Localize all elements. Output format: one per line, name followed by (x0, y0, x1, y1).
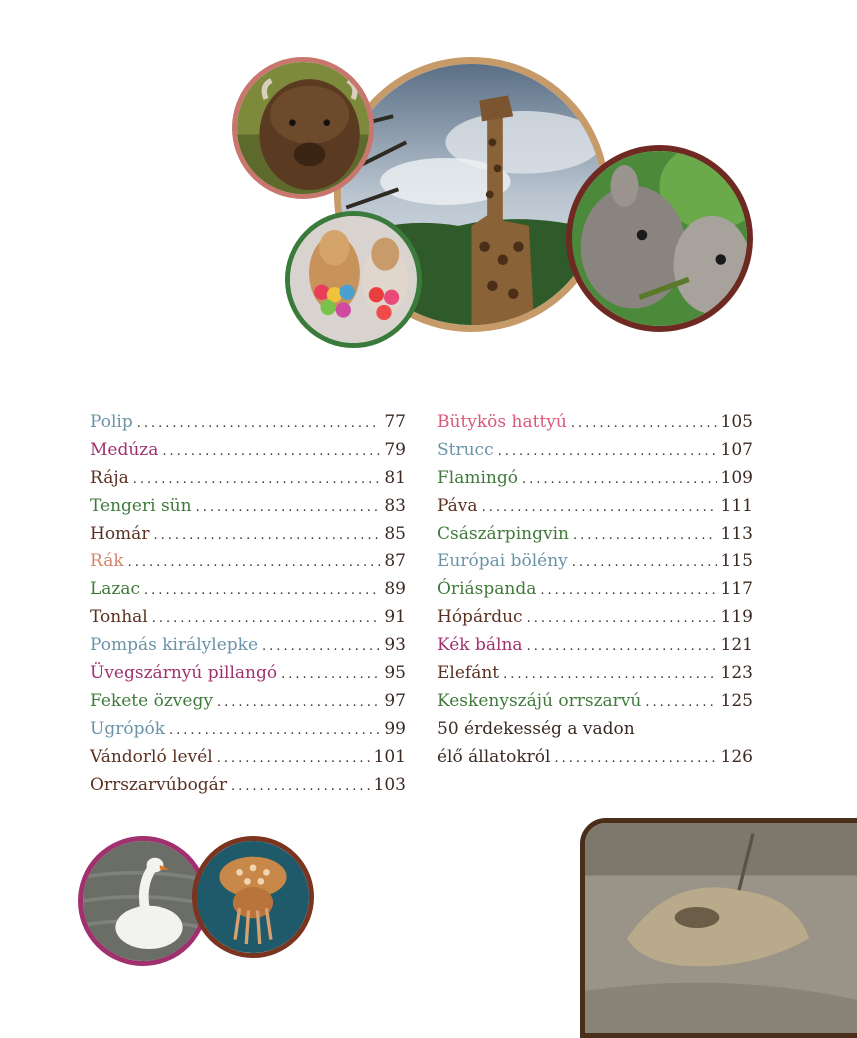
toc-entry-title: 50 érdekesség a vadon (437, 718, 635, 739)
toc-entry[interactable] (90, 548, 406, 576)
dot-leader (162, 438, 380, 466)
toc-entry[interactable] (90, 604, 406, 632)
toc-entry-title: Flamingó (437, 467, 518, 488)
toc-entry-page: 95 (384, 663, 406, 684)
dot-leader (522, 466, 717, 494)
dot-leader (281, 661, 380, 689)
toc-entry-page: 83 (384, 495, 406, 516)
toc-entry-page: 103 (373, 774, 406, 795)
toc-left-column (90, 409, 406, 799)
dot-leader (527, 633, 717, 661)
llama-photo (285, 211, 422, 348)
toc-entry[interactable] (90, 493, 406, 521)
dot-leader (498, 438, 717, 466)
toc-entry-title: Strucc (437, 439, 494, 460)
dot-leader (169, 717, 380, 745)
toc-entry-title: Tengeri sün (90, 495, 192, 516)
dot-leader (152, 605, 381, 633)
toc-entry-title-cont: élő állatokról (437, 746, 551, 767)
toc-entry-final-line1[interactable] (437, 716, 753, 744)
toc-entry-title: Elefánt (437, 663, 500, 684)
toc-entry-page: 85 (384, 523, 406, 544)
toc-entry[interactable] (437, 493, 753, 521)
toc-entry-title: Óriáspanda (437, 579, 537, 600)
toc-entry[interactable] (437, 437, 753, 465)
toc-entry-title: Pompás királylepke (90, 635, 259, 656)
toc-entry-page: 99 (384, 718, 406, 739)
swan-photo (78, 836, 208, 966)
dot-leader (196, 494, 381, 522)
toc-entry[interactable] (437, 521, 753, 549)
toc-entry-page: 87 (384, 551, 406, 572)
toc-entry[interactable] (90, 437, 406, 465)
toc-entry-title: Rák (90, 551, 124, 572)
toc-entry[interactable] (90, 465, 406, 493)
toc-entry-title: Homár (90, 523, 150, 544)
toc-entry-page: 79 (384, 439, 406, 460)
toc-entry[interactable] (90, 688, 406, 716)
jellyfish-photo (192, 836, 314, 958)
toc-entry[interactable] (90, 716, 406, 744)
toc-entry-title: Európai bölény (437, 551, 568, 572)
toc-entry-page: 123 (720, 663, 753, 684)
toc-entry-page: 109 (720, 467, 753, 488)
dot-leader (573, 522, 717, 550)
toc-entry[interactable] (437, 409, 753, 437)
toc-entry-page: 113 (720, 523, 753, 544)
toc-entry-title: Vándorló levél (90, 746, 213, 767)
toc-entry-title: Rája (90, 467, 129, 488)
toc-entry[interactable] (437, 660, 753, 688)
toc-entry[interactable] (90, 521, 406, 549)
toc-entry[interactable] (437, 632, 753, 660)
dot-leader (137, 410, 381, 438)
toc-entry-title: Fekete özvegy (90, 690, 213, 711)
toc-entry-title: Császárpingvin (437, 523, 569, 544)
bison-photo (232, 57, 374, 199)
toc-entry-title: Kék bálna (437, 635, 523, 656)
toc-entry-title: Páva (437, 495, 478, 516)
toc-entry-page: 121 (720, 635, 753, 656)
toc-entry[interactable] (90, 576, 406, 604)
toc-entry-page: 126 (720, 746, 753, 767)
dot-leader (554, 745, 716, 773)
dot-leader (262, 633, 380, 661)
toc-entry-page: 89 (384, 579, 406, 600)
toc-entry-title: Keskenyszájú orrszarvú (437, 690, 642, 711)
toc-entry-title: Orrszarvúbogár (90, 774, 227, 795)
toc-entry-page: 97 (384, 690, 406, 711)
toc-entry[interactable] (90, 660, 406, 688)
toc-entry-final-line2[interactable] (437, 744, 753, 772)
toc-entry-page: 93 (384, 635, 406, 656)
dot-leader (572, 549, 717, 577)
toc-entry-page: 105 (720, 412, 753, 432)
dot-leader (144, 577, 380, 605)
toc-entry-title: Tonhal (90, 607, 148, 628)
toc-right-column (437, 409, 753, 772)
toc-entry[interactable] (437, 576, 753, 604)
toc-entry-page: 107 (720, 439, 753, 460)
toc-entry-page: 117 (720, 579, 753, 600)
toc-entry-page: 91 (384, 607, 406, 628)
dot-leader (540, 577, 716, 605)
toc-entry-title: Hópárduc (437, 607, 523, 628)
toc-entry[interactable] (437, 465, 753, 493)
dot-leader (153, 522, 380, 550)
dot-leader (128, 549, 381, 577)
dot-leader (217, 689, 380, 717)
toc-entry-title: Polip (90, 412, 133, 432)
toc-entry-page: 125 (720, 690, 753, 711)
toc-entry[interactable] (437, 604, 753, 632)
dot-leader (231, 773, 370, 801)
toc-entry-page: 101 (373, 746, 406, 767)
dot-leader (133, 466, 381, 494)
dot-leader (527, 605, 717, 633)
toc-entry[interactable] (437, 548, 753, 576)
dot-leader (482, 494, 717, 522)
chinchilla-photo (566, 145, 753, 332)
toc-entry-title: Lazac (90, 579, 141, 600)
stingray-photo (580, 818, 857, 1038)
toc-entry-title: Ugrópók (90, 718, 165, 739)
toc-entry-title: Üvegszárnyú pillangó (90, 663, 278, 684)
toc-entry[interactable] (90, 772, 406, 800)
toc-entry-page: 77 (384, 412, 406, 432)
dot-leader (217, 745, 370, 773)
dot-leader (503, 661, 716, 689)
toc-entry[interactable] (90, 409, 406, 437)
toc-entry-page: 119 (720, 607, 753, 628)
toc-entry[interactable] (90, 744, 406, 772)
toc-entry-title: Bütykös hattyú (437, 412, 567, 432)
toc-entry-page: 111 (720, 495, 753, 516)
toc-entry-page: 81 (384, 467, 406, 488)
toc-entry[interactable] (437, 688, 753, 716)
toc-entry-page: 115 (720, 551, 753, 572)
dot-leader (571, 410, 717, 438)
dot-leader (645, 689, 716, 717)
toc-entry[interactable] (90, 632, 406, 660)
toc-entry-title: Medúza (90, 439, 159, 460)
